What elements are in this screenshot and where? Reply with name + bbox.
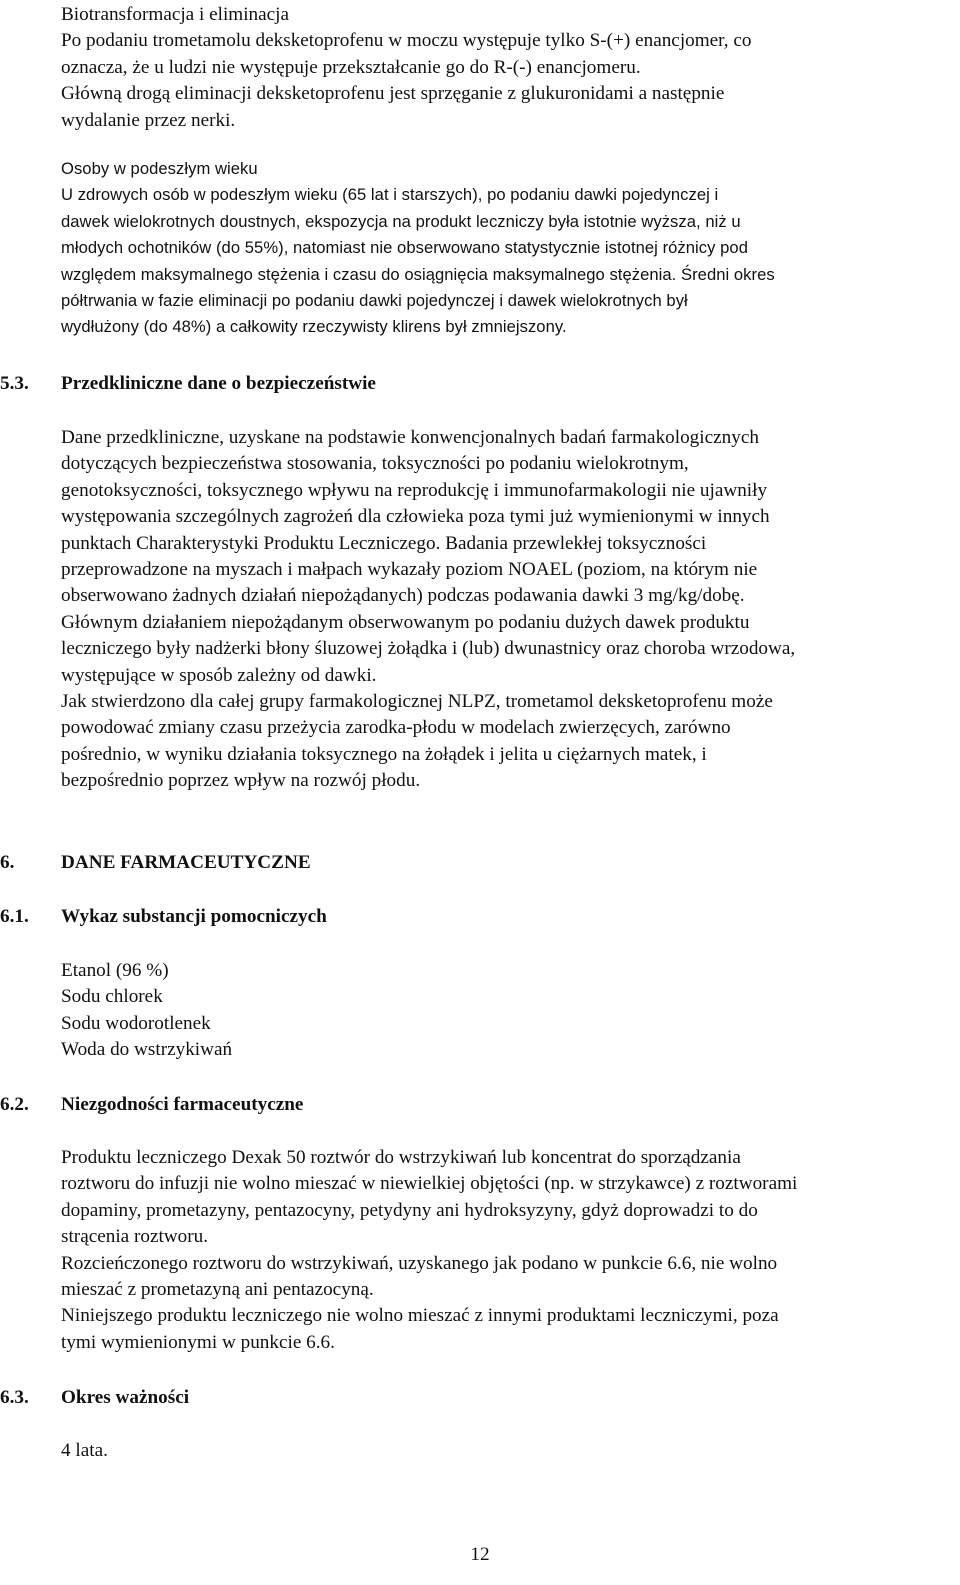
section-title: Przedkliniczne dane o bezpieczeństwie [61,373,376,394]
section-number: 6.1. [0,906,29,927]
section-title: Wykaz substancji pomocniczych [61,906,327,927]
paragraph-line: Biotransformacja i eliminacja [61,4,290,25]
paragraph-line: oznacza, że u ludzi nie występuje przekształcanie go do R-(-) enancjomeru. [61,56,641,78]
paragraph-line: występujące w sposób zależny od dawki. [61,664,377,686]
paragraph-line: Głównym działaniem niepożądanym obserwowanym po podaniu dużych dawek produktu [61,611,750,633]
biotransformation-paragraph [61,2,951,134]
paragraph-line: względem maksymalnego stężenia i czasu do osiągnięcia maksymalnego stężenia. Średni okres [61,264,775,284]
paragraph-line: punktach Charakterystyki Produktu Leczniczego. Badania przewlekłej toksyczności [61,532,707,554]
paragraph-line: roztworu do infuzji nie wolno mieszać w niewielkiej objętości (np. w strzykawce) z roztworami [61,1173,798,1195]
paragraph-line: Jak stwierdzono dla całej grupy farmakologicznej NLPZ, trometamol deksketoprofenu może [61,690,773,712]
paragraph-line: bezpośrednio poprzez wpływ na rozwój płodu. [61,770,421,792]
paragraph-line: pośrednio, w wyniku działania toksycznego na żołądek i jelita u ciężarnych matek, i [61,743,707,765]
paragraph-line: wydłużony (do 48%) a całkowity rzeczywisty klirens był zmniejszony. [61,317,567,337]
paragraph-line: Niniejszego produktu leczniczego nie wolno mieszać z innymi produktami leczniczymi, poza [61,1305,779,1327]
paragraph-line: Produktu leczniczego Dexak 50 roztwór do wstrzykiwań lub koncentrat do sporządzania [61,1147,741,1168]
section-title: DANE FARMACEUTYCZNE [61,852,311,873]
list-item: Sodu chlorek [61,986,163,1008]
elderly-paragraph [61,156,951,341]
paragraph-line: przeprowadzone na myszach i małpach wykazały poziom NOAEL (poziom, na którym nie [61,558,758,580]
section-title: Niezgodności farmaceutyczne [61,1094,304,1115]
paragraph-line: leczniczego były nadżerki błony śluzowej żołądka i (lub) dwunastnicy oraz choroba wrzodowa, [61,638,796,660]
paragraph-line: dawek wielokrotnych doustnych, ekspozycja na produkt leczniczy była istotnie wyższa, niż u [61,211,741,231]
paragraph-line: mieszać z prometazyną ani pentazocyną. [61,1278,374,1300]
paragraph-line: Po podaniu trometamolu deksketoprofenu w moczu występuje tylko S-(+) enancjomer, co [61,30,752,52]
paragraph-line: Dane przedkliniczne, uzyskane na podstawie konwencjonalnych badań farmakologicznych [61,427,759,448]
paragraph-line: U zdrowych osób w podeszłym wieku (65 lat i starszych), po podaniu dawki pojedynczej i [61,185,719,205]
paragraph-line: dotyczących bezpieczeństwa stosowania, toksyczności po podaniu wielokrotnym, [61,453,689,475]
paragraph-line: obserwowano żadnych działań niepożądanych) podczas podawania dawki 3 mg/kg/dobę. [61,585,745,607]
list-item: Sodu wodorotlenek [61,1012,211,1034]
section-number: 6.3. [0,1387,29,1408]
paragraph-line: wydalanie przez nerki. [61,109,236,131]
section-title: Okres ważności [61,1387,190,1408]
section-number: 5.3. [0,373,29,394]
paragraph-line: tymi wymienionymi w punkcie 6.6. [61,1331,335,1353]
paragraph-line: półtrwania w fazie eliminacji po podaniu dawki pojedynczej i dawek wielokrotnych był [61,290,688,310]
list-item: Etanol (96 %) [61,960,169,981]
incompatibilities-paragraph [61,1145,951,1356]
paragraph-line: 4 lata. [61,1440,108,1461]
paragraph-line: Główną drogą eliminacji deksketoprofenu jest sprzęganie z glukuronidami a następnie [61,83,725,105]
paragraph-line: Rozcieńczonego roztworu do wstrzykiwań, uzyskanego jak podano w punkcie 6.6, nie wolno [61,1252,778,1274]
page-number: 12 [470,1544,490,1565]
paragraph-line: genotoksyczności, toksycznego wpływu na reprodukcję i immunofarmakologii nie ujawniły [61,479,768,501]
excipients-list [61,958,951,1064]
paragraph-line: strącenia roztworu. [61,1226,209,1248]
paragraph-line: Osoby w podeszłym wieku [61,159,258,178]
paragraph-line: młodych ochotników (do 55%), natomiast nie obserwowano statystycznie istotnej różnicy pod [61,238,748,258]
paragraph-line: powodować zmiany czasu przeżycia zarodka-płodu w modelach zwierzęcych, zarówno [61,717,731,739]
shelf-life-paragraph [61,1438,951,1464]
section-number: 6.2. [0,1094,29,1115]
list-item: Woda do wstrzykiwań [61,1039,233,1061]
paragraph-line: występowania szczególnych zagrożeń dla człowieka poza tymi już wymienionymi w innych [61,506,770,528]
section-number: 6. [0,852,15,873]
paragraph-line: dopaminy, prometazyny, pentazocyny, petydyny ani hydroksyzyny, gdyż doprowadzi to do [61,1199,758,1221]
preclinical-paragraph [61,425,951,794]
